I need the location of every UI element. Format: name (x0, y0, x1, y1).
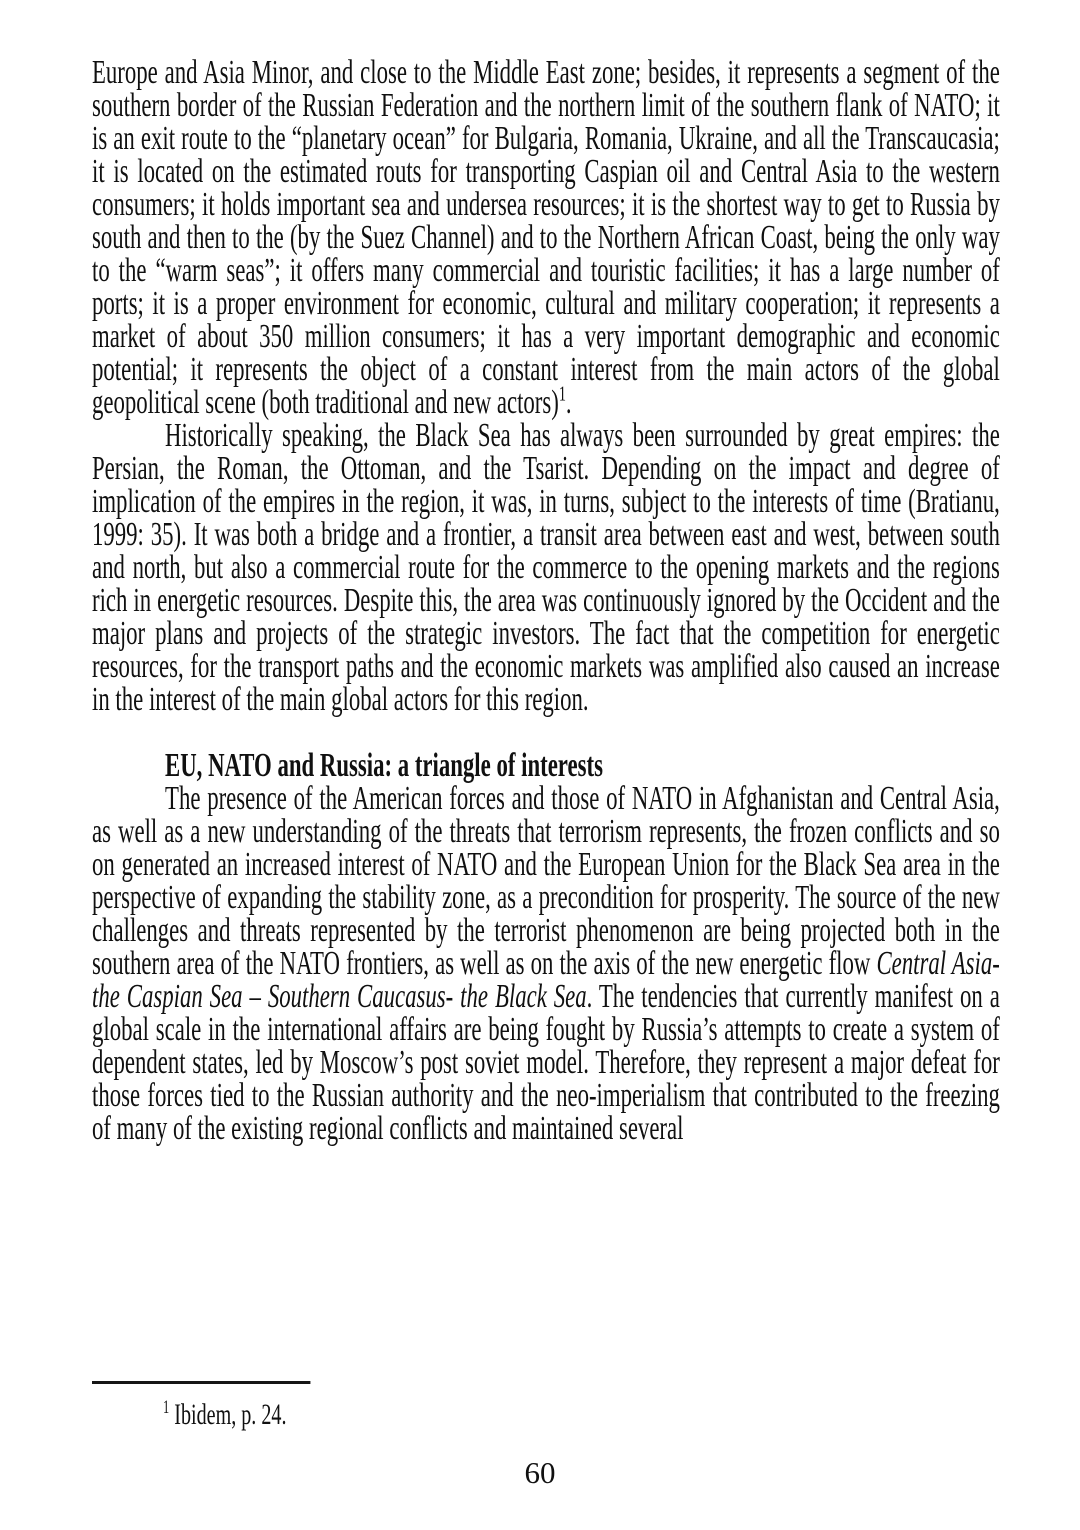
footnote-text: Ibidem, p. 24. (174, 1398, 287, 1431)
footnote-reference-marker: 1 (558, 381, 566, 406)
paragraph-3-text-before: The presence of the American forces and those of NATO in Afghanistan and Central Asia, as well as a new understanding of the threats that terrorism represents, the frozen conflicts and so on generated an increased interest of NATO and the European Union for the Black Sea area in the perspective of expanding the stability zone, as a precondition for prosperity. The source of the new challenges and threats represented by the terrorist phenomenon are being projected both in the southern area of the NATO frontiers, as well as on the axis of the new energetic flow (92, 780, 1000, 982)
paragraph-1 (92, 56, 1000, 419)
footnote (92, 1398, 1000, 1432)
paragraph-3-text-after: . The tendencies that currently manifest on a global scale in the international affairs are being fought by Russia’s attempts to create a system of dependent states, led by Moscow’s post soviet model. Therefore, they represent a major defeat for those forces tied to the Russian authority and the neo-imperialism that contributed to the freezing of many of the existing regional conflicts and maintained several (92, 978, 1000, 1147)
footnote-separator (92, 1381, 310, 1384)
footnote-area (92, 1381, 1000, 1432)
paragraph-3 (92, 782, 1000, 1145)
italic-phrase: Central Asia- the Caspian Sea – Southern Caucasus- the Black Sea (92, 945, 1000, 1015)
page-number: 60 (524, 1455, 556, 1490)
footnote-number: 1 (163, 1397, 170, 1418)
paragraph-2: Historically speaking, the Black Sea has always been surrounded by great empires: the Persian, the Roman, the Ottoman, and the Tsarist. Depending on the impact and degree of implication of the empires in the region, it was, in turns, subject to the interests of time (Bratianu, 1999: 35). It was both a bridge and a frontier, a transit area between east and west, between south and north, but also a commercial route for the commerce to the opening markets and the regions rich in energetic resources. Despite this, the area was continuously ignored by the Occident and the major plans and projects of the strategic investors. The fact that the competition for energetic resources, for the transport paths and the economic markets was amplified also caused an increase in the interest of the main global actors for this region. (92, 417, 1000, 718)
section-heading: EU, NATO and Russia: a triangle of interests (165, 747, 603, 784)
body-text (92, 56, 1000, 1145)
paragraph-1-text: Europe and Asia Minor, and close to the Middle East zone; besides, it represents a segment of the southern border of the Russian Federation and the northern limit of the southern flank of NATO; it is an exit route to the “planetary ocean” for Bulgaria, Romania, Ukraine, and all the Transcaucasia; it is located on the estimated routs for transporting Caspian oil and Central Asia to the western consumers; it holds important sea and undersea resources; it is the shortest way to get to Russia by south and then to the (by the Suez Channel) and to the Northern African Coast, being the only way to the “warm seas”; it offers many commercial and touristic facilities; it has a large number of ports; it is a proper environment for economic, cultural and military cooperation; it represents a market of about 350 million consumers; it has a very important demographic and economic potential; it represents the object of a constant interest from the main actors of the global geopolitical scene (both traditional and new actors) (92, 54, 1000, 421)
paragraph-1-period: . (565, 384, 572, 421)
